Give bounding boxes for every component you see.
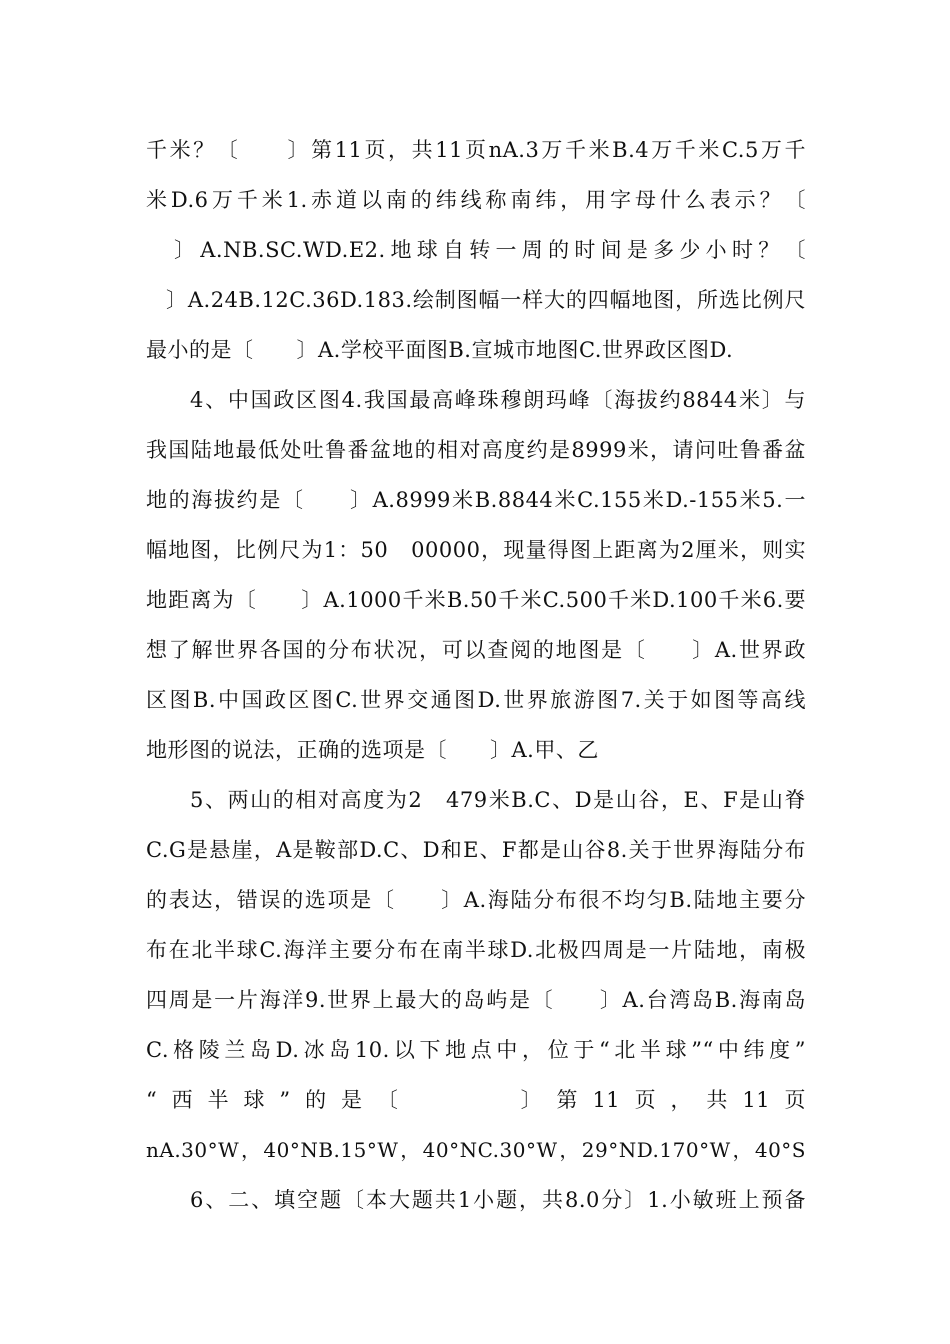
text-line: 最小的是〔 〕A.学校平面图B.宣城市地图C.世界政区图D. (146, 338, 734, 362)
text-line: 布在北半球C.海洋主要分布在南半球D.北极四周是一片陆地，南极 (146, 938, 806, 962)
text-line: C.格陵兰岛D.冰岛10.以下地点中，位于“北半球”“中纬度” (146, 1038, 806, 1062)
text-line: 5、两山的相对高度为2 479米B.C、D是山谷，E、F是山脊 (190, 788, 806, 812)
text-line: 米D.6万千米1.赤道以南的纬线称南纬，用字母什么表示？〔 (146, 188, 806, 212)
text-line: 地的海拔约是〔 〕A.8999米B.8844米C.155米D.-155米5.一 (146, 488, 806, 512)
text-line: 四周是一片海洋9.世界上最大的岛屿是〔 〕A.台湾岛B.海南岛 (146, 988, 806, 1012)
text-line: 的表达，错误的选项是〔 〕A.海陆分布很不均匀B.陆地主要分 (146, 888, 806, 912)
text-line: 想了解世界各国的分布状况，可以查阅的地图是〔 〕A.世界政 (146, 638, 806, 662)
text-line: 我国陆地最低处吐鲁番盆地的相对高度约是8999米，请问吐鲁番盆 (146, 438, 806, 462)
text-line: “西半球”的是〔 〕第11页，共11页 (146, 1088, 806, 1112)
text-line: 区图B.中国政区图C.世界交通图D.世界旅游图7.关于如图等高线 (146, 688, 806, 712)
text-line: 幅地图，比例尺为1：50 00000，现量得图上距离为2厘米，则实 (146, 538, 806, 562)
text-line: C.G是悬崖，A是鞍部D.C、D和E、F都是山谷8.关于世界海陆分布 (146, 838, 806, 862)
text-line: 〕A.24B.12C.36D.183.绘制图幅一样大的四幅地图，所选比例尺 (166, 288, 806, 312)
text-line: 地形图的说法，正确的选项是〔 〕A.甲、乙 (146, 738, 599, 762)
text-line: 千米？〔 〕第11页，共11页nA.3万千米B.4万千米C.5万千 (146, 138, 806, 162)
text-line: 4、中国政区图4.我国最高峰珠穆朗玛峰〔海拔约8844米〕与 (190, 388, 806, 412)
text-line: 6、二、填空题〔本大题共1小题，共8.0分〕1.小敏班上预备 (190, 1188, 806, 1212)
text-line: 地距离为〔 〕A.1000千米B.50千米C.500千米D.100千米6.要 (146, 588, 806, 612)
text-line: 〕A.NB.SC.WD.E2.地球自转一周的时间是多少小时？〔 (174, 238, 806, 262)
text-line: nA.30°W，40°NB.15°W，40°NC.30°W，29°ND.170°W，40°S (146, 1138, 806, 1162)
